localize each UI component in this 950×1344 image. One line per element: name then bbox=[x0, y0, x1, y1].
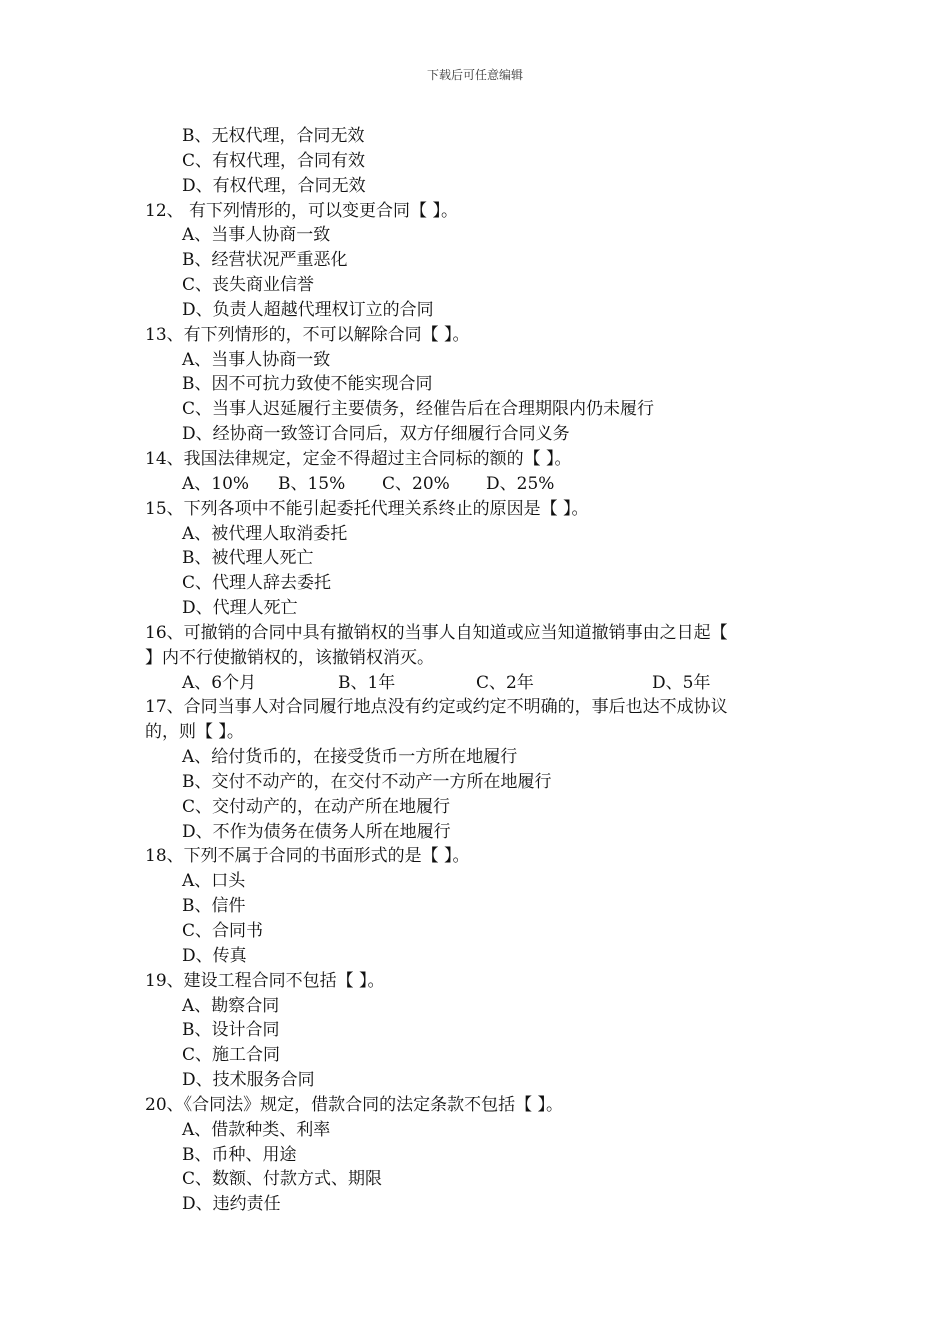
option-text: A、10% bbox=[182, 473, 250, 494]
question-text: 20、《合同法》规定，借款合同的法定条款不包括【 】。 bbox=[145, 1094, 564, 1115]
option-text: A、给付货币的，在接受货币一方所在地履行 bbox=[182, 747, 518, 768]
option-text: A、当事人协商一致 bbox=[182, 225, 331, 246]
option-text: C、交付动产的，在动产所在地履行 bbox=[182, 796, 451, 817]
option-text: A、被代理人取消委托 bbox=[182, 523, 348, 544]
option-text: A、勘察合同 bbox=[182, 995, 280, 1016]
option-text: D、有权代理，合同无效 bbox=[182, 175, 366, 196]
option-text: D、25% bbox=[486, 473, 555, 494]
option-text: B、交付不动产的，在交付不动产一方所在地履行 bbox=[182, 771, 552, 792]
option-text: C、合同书 bbox=[182, 921, 264, 941]
option-text: A、6个月 bbox=[182, 672, 257, 693]
option-text: C、2年 bbox=[476, 672, 534, 693]
option-text: C、施工合同 bbox=[182, 1045, 281, 1066]
page-header: 下载后可任意编辑 bbox=[426, 68, 523, 82]
option-text: B、信件 bbox=[182, 896, 246, 917]
option-text: B、15% bbox=[278, 473, 346, 494]
option-text: C、丧失商业信誉 bbox=[182, 275, 315, 296]
question-text: 15、下列各项中不能引起委托代理关系终止的原因是【 】。 bbox=[145, 498, 589, 519]
option-text: D、负责人超越代理权订立的合同 bbox=[182, 299, 434, 320]
option-text: D、技术服务合同 bbox=[182, 1070, 315, 1091]
question-text: 13、有下列情形的，不可以解除合同【 】。 bbox=[145, 324, 470, 345]
option-text: A、借款种类、利率 bbox=[182, 1119, 331, 1140]
question-text: 17、合同当事人对合同履行地点没有约定或约定不明确的，事后也达不成协议 bbox=[145, 697, 728, 718]
option-text: D、违约责任 bbox=[182, 1194, 281, 1215]
question-list bbox=[145, 124, 813, 1217]
question-text: 12、 有下列情形的，可以变更合同【 】。 bbox=[145, 200, 458, 221]
question-text: 16、可撤销的合同中具有撤销权的当事人自知道或应当知道撤销事由之日起【 bbox=[145, 622, 728, 643]
option-text: C、当事人迟延履行主要债务，经催告后在合理期限内仍未履行 bbox=[182, 399, 655, 420]
option-text: D、代理人死亡 bbox=[182, 598, 298, 619]
option-text: A、口头 bbox=[182, 871, 246, 892]
question-text: 】内不行使撤销权的，该撤销权消灭。 bbox=[145, 647, 434, 668]
option-text: B、无权代理，合同无效 bbox=[182, 126, 365, 146]
option-text: B、币种、用途 bbox=[182, 1144, 297, 1165]
option-text: C、20% bbox=[382, 473, 450, 494]
option-text: D、传真 bbox=[182, 945, 247, 966]
question-text: 的，则【 】。 bbox=[145, 722, 244, 743]
option-text: C、代理人辞去委托 bbox=[182, 573, 332, 594]
option-text: D、不作为债务在债务人所在地履行 bbox=[182, 821, 451, 842]
option-text: C、有权代理，合同有效 bbox=[182, 150, 366, 171]
option-text: C、数额、付款方式、期限 bbox=[182, 1169, 383, 1190]
option-text: B、因不可抗力致使不能实现合同 bbox=[182, 374, 433, 395]
option-text: D、5年 bbox=[652, 672, 711, 693]
option-text: D、经协商一致签订合同后，双方仔细履行合同义务 bbox=[182, 424, 570, 445]
option-text: B、经营状况严重恶化 bbox=[182, 250, 348, 271]
option-text: A、当事人协商一致 bbox=[182, 349, 331, 370]
question-text: 19、建设工程合同不包括【 】。 bbox=[145, 970, 385, 991]
option-text: B、设计合同 bbox=[182, 1020, 280, 1041]
question-text: 18、下列不属于合同的书面形式的是【 】。 bbox=[145, 846, 470, 867]
option-text: B、1年 bbox=[338, 672, 396, 693]
question-text: 14、我国法律规定，定金不得超过主合同标的额的【 】。 bbox=[145, 448, 572, 469]
option-text: B、被代理人死亡 bbox=[182, 548, 314, 569]
inline-options bbox=[145, 671, 813, 696]
inline-options bbox=[145, 472, 813, 497]
